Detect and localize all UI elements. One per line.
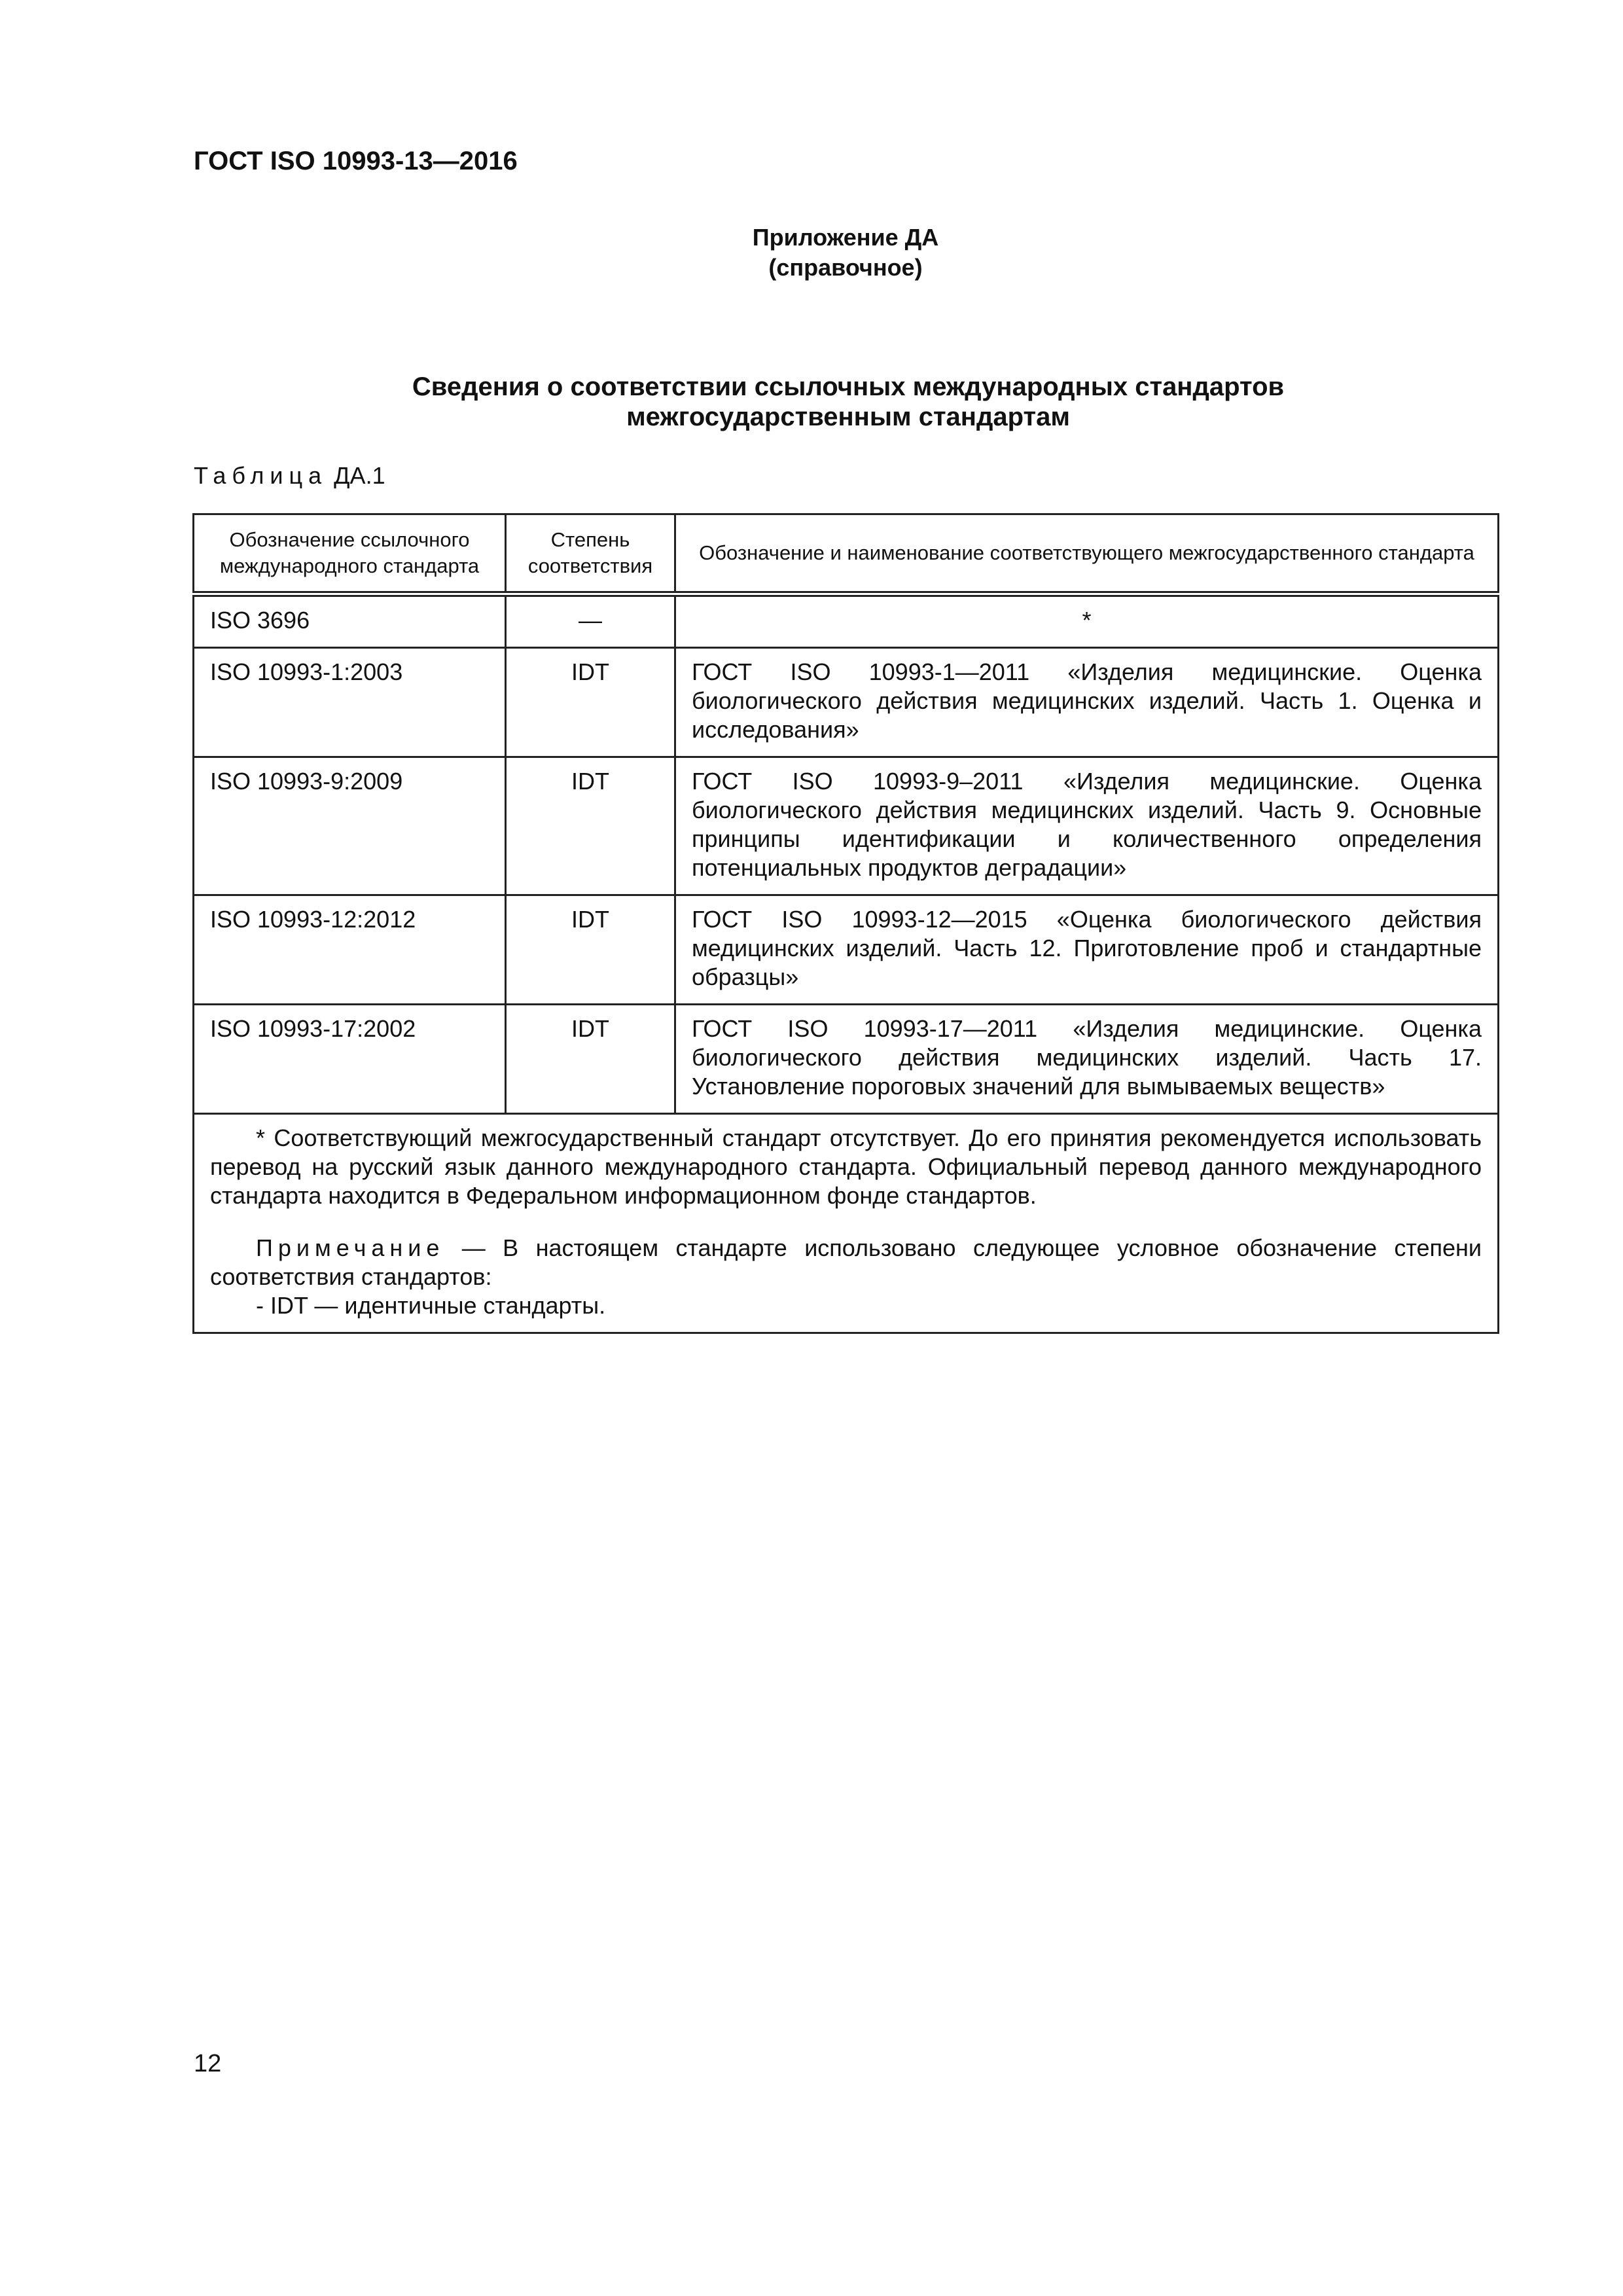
table-row xyxy=(194,757,1499,895)
cell-degree: IDT xyxy=(506,895,675,1005)
table-footnote-cell xyxy=(194,1114,1499,1333)
cell-degree: IDT xyxy=(506,1005,675,1114)
appendix-heading xyxy=(194,223,1497,283)
footnote-text: * Соответствующий межгосударственный стандарт отсутствует. До его принятия рекомендуется использовать перевод на русский язык данного международного стандарта. Официальный перевод данного международного стандарта находится в Федеральном информационном фонде стандартов. xyxy=(210,1124,1482,1209)
cell-gost: ГОСТ ISO 10993-17—2011 «Изделия медицинские. Оценка биологического действия медицинских изделий. Часть 17. Установление пороговых значений для вымываемых веществ» xyxy=(675,1005,1499,1114)
table-caption-number: ДА.1 xyxy=(334,462,385,489)
table-row xyxy=(194,594,1499,648)
note-label: Примечание xyxy=(256,1234,445,1261)
cell-iso: ISO 10993-9:2009 xyxy=(194,757,506,895)
section-title xyxy=(194,372,1503,432)
table-caption-word: Таблица xyxy=(194,462,328,489)
table-row xyxy=(194,895,1499,1005)
appendix-subtitle: (справочное) xyxy=(768,254,923,281)
cell-gost: ГОСТ ISO 10993-9–2011 «Изделия медицинские. Оценка биологического действия медицинских изделий. Часть 9. Основные принципы идентификации и количественного определения потенциальных продуктов деградации» xyxy=(675,757,1499,895)
section-title-line-2: межгосударственным стандартам xyxy=(626,403,1070,431)
cell-iso: ISO 10993-12:2012 xyxy=(194,895,506,1005)
cell-iso: ISO 10993-17:2002 xyxy=(194,1005,506,1114)
table-header-row xyxy=(194,514,1499,594)
header-degree: Степень соответствия xyxy=(506,514,675,594)
table-row xyxy=(194,1005,1499,1114)
note-paragraph xyxy=(210,1234,1482,1291)
appendix-title: Приложение ДА xyxy=(752,224,939,251)
cell-gost: ГОСТ ISO 10993-12—2015 «Оценка биологического действия медицинских изделий. Часть 12. Приготовление проб и стандартные образцы» xyxy=(675,895,1499,1005)
table-row xyxy=(194,648,1499,757)
header-iso-standard: Обозначение ссылочного международного стандарта xyxy=(194,514,506,594)
cell-degree: IDT xyxy=(506,648,675,757)
standards-correspondence-table xyxy=(192,513,1499,1334)
table-caption xyxy=(194,462,385,490)
cell-degree: — xyxy=(506,594,675,648)
table-footnote-row xyxy=(194,1114,1499,1333)
cell-iso: ISO 3696 xyxy=(194,594,506,648)
cell-iso: ISO 10993-1:2003 xyxy=(194,648,506,757)
header-gost-standard: Обозначение и наименование соответствующего межгосударственного стандарта xyxy=(675,514,1499,594)
cell-gost: * xyxy=(675,594,1499,648)
section-title-line-1: Сведения о соответствии ссылочных международных стандартов xyxy=(412,372,1285,401)
cell-gost: ГОСТ ISO 10993-1—2011 «Изделия медицинские. Оценка биологического действия медицинских изделий. Часть 1. Оценка и исследования» xyxy=(675,648,1499,757)
cell-degree: IDT xyxy=(506,757,675,895)
note-list-item: - IDT — идентичные стандарты. xyxy=(256,1292,606,1319)
document-code: ГОСТ ISO 10993-13—2016 xyxy=(194,147,518,175)
note-text: — В настоящем стандарте использовано следующее условное обозначение степени соответствия стандартов: xyxy=(210,1234,1482,1290)
page-number: 12 xyxy=(194,2050,222,2077)
